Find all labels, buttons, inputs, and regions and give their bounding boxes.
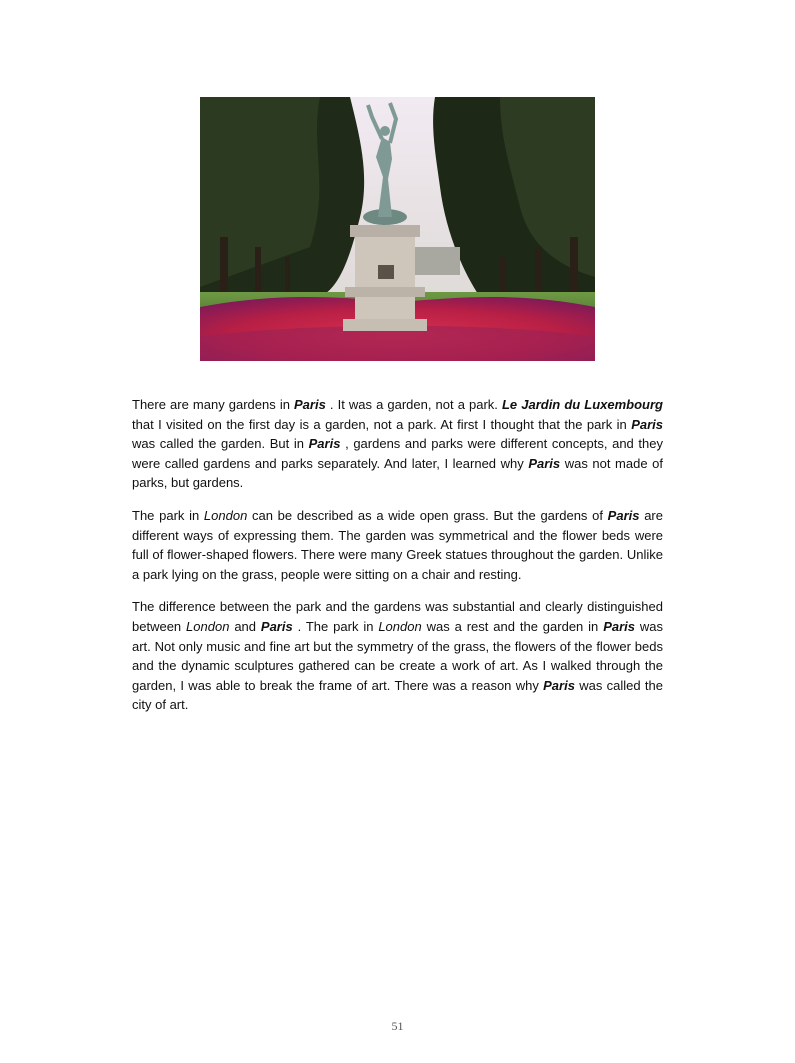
emphasized-term: Paris bbox=[603, 618, 635, 634]
text-run: The park in bbox=[132, 507, 204, 523]
garden-statue-photo bbox=[200, 97, 595, 361]
article-body bbox=[132, 395, 663, 728]
text-run: , gardens and parks were different concepts, and they were called gardens and parks separately. And later, I learned why bbox=[132, 436, 663, 471]
body-paragraph bbox=[132, 597, 663, 715]
emphasized-term: Paris bbox=[528, 455, 561, 471]
emphasized-term: Paris bbox=[294, 397, 326, 412]
text-run: The difference between the park and the gardens was substantial and clearly distinguished between bbox=[132, 599, 663, 634]
text-run: was art. Not only music and fine art but the symmetry of the grass, the flowers of the flower beds and the dynamic sculptures gathered can be create a work of art. As I walked through the garden, I was able to break the frame of art. There was a reason why bbox=[132, 618, 664, 693]
emphasized-term: Paris bbox=[543, 677, 575, 693]
text-run: . The park in bbox=[292, 618, 379, 634]
text-run: . It was a garden, not a park. bbox=[325, 397, 502, 412]
text-run: can be described as a wide open grass. But the gardens of bbox=[247, 507, 608, 523]
page-number: 51 bbox=[391, 1019, 404, 1033]
italic-term: London bbox=[203, 507, 248, 523]
text-run: and bbox=[229, 618, 261, 634]
body-paragraph bbox=[132, 395, 663, 493]
text-run: was called the garden. But in bbox=[132, 436, 309, 452]
emphasized-term: Paris bbox=[631, 416, 663, 432]
photo-illustration bbox=[200, 97, 595, 361]
emphasized-term: Paris bbox=[260, 618, 293, 634]
emphasized-term: Le Jardin du Luxembourg bbox=[501, 397, 663, 412]
text-run: that I visited on the first day is a garden, not a park. At first I thought that the park in bbox=[132, 416, 632, 432]
italic-term: London bbox=[378, 618, 422, 634]
text-run: are different ways of expressing them. The garden was symmetrical and the flower beds were full of flower-shaped flowers. There were many Greek statues throughout the garden. Unlike a park lying on the grass, people were sitting on a chair and resting. bbox=[132, 507, 663, 582]
emphasized-term: Paris bbox=[308, 436, 341, 452]
italic-term: London bbox=[186, 618, 230, 634]
emphasized-term: Paris bbox=[607, 507, 640, 523]
text-run: was not made of parks, but gardens. bbox=[132, 455, 663, 491]
text-run: was called the city of art. bbox=[132, 677, 663, 713]
text-run: There are many gardens in bbox=[132, 397, 295, 412]
body-paragraph bbox=[132, 506, 663, 584]
text-run: was a rest and the garden in bbox=[421, 618, 604, 634]
